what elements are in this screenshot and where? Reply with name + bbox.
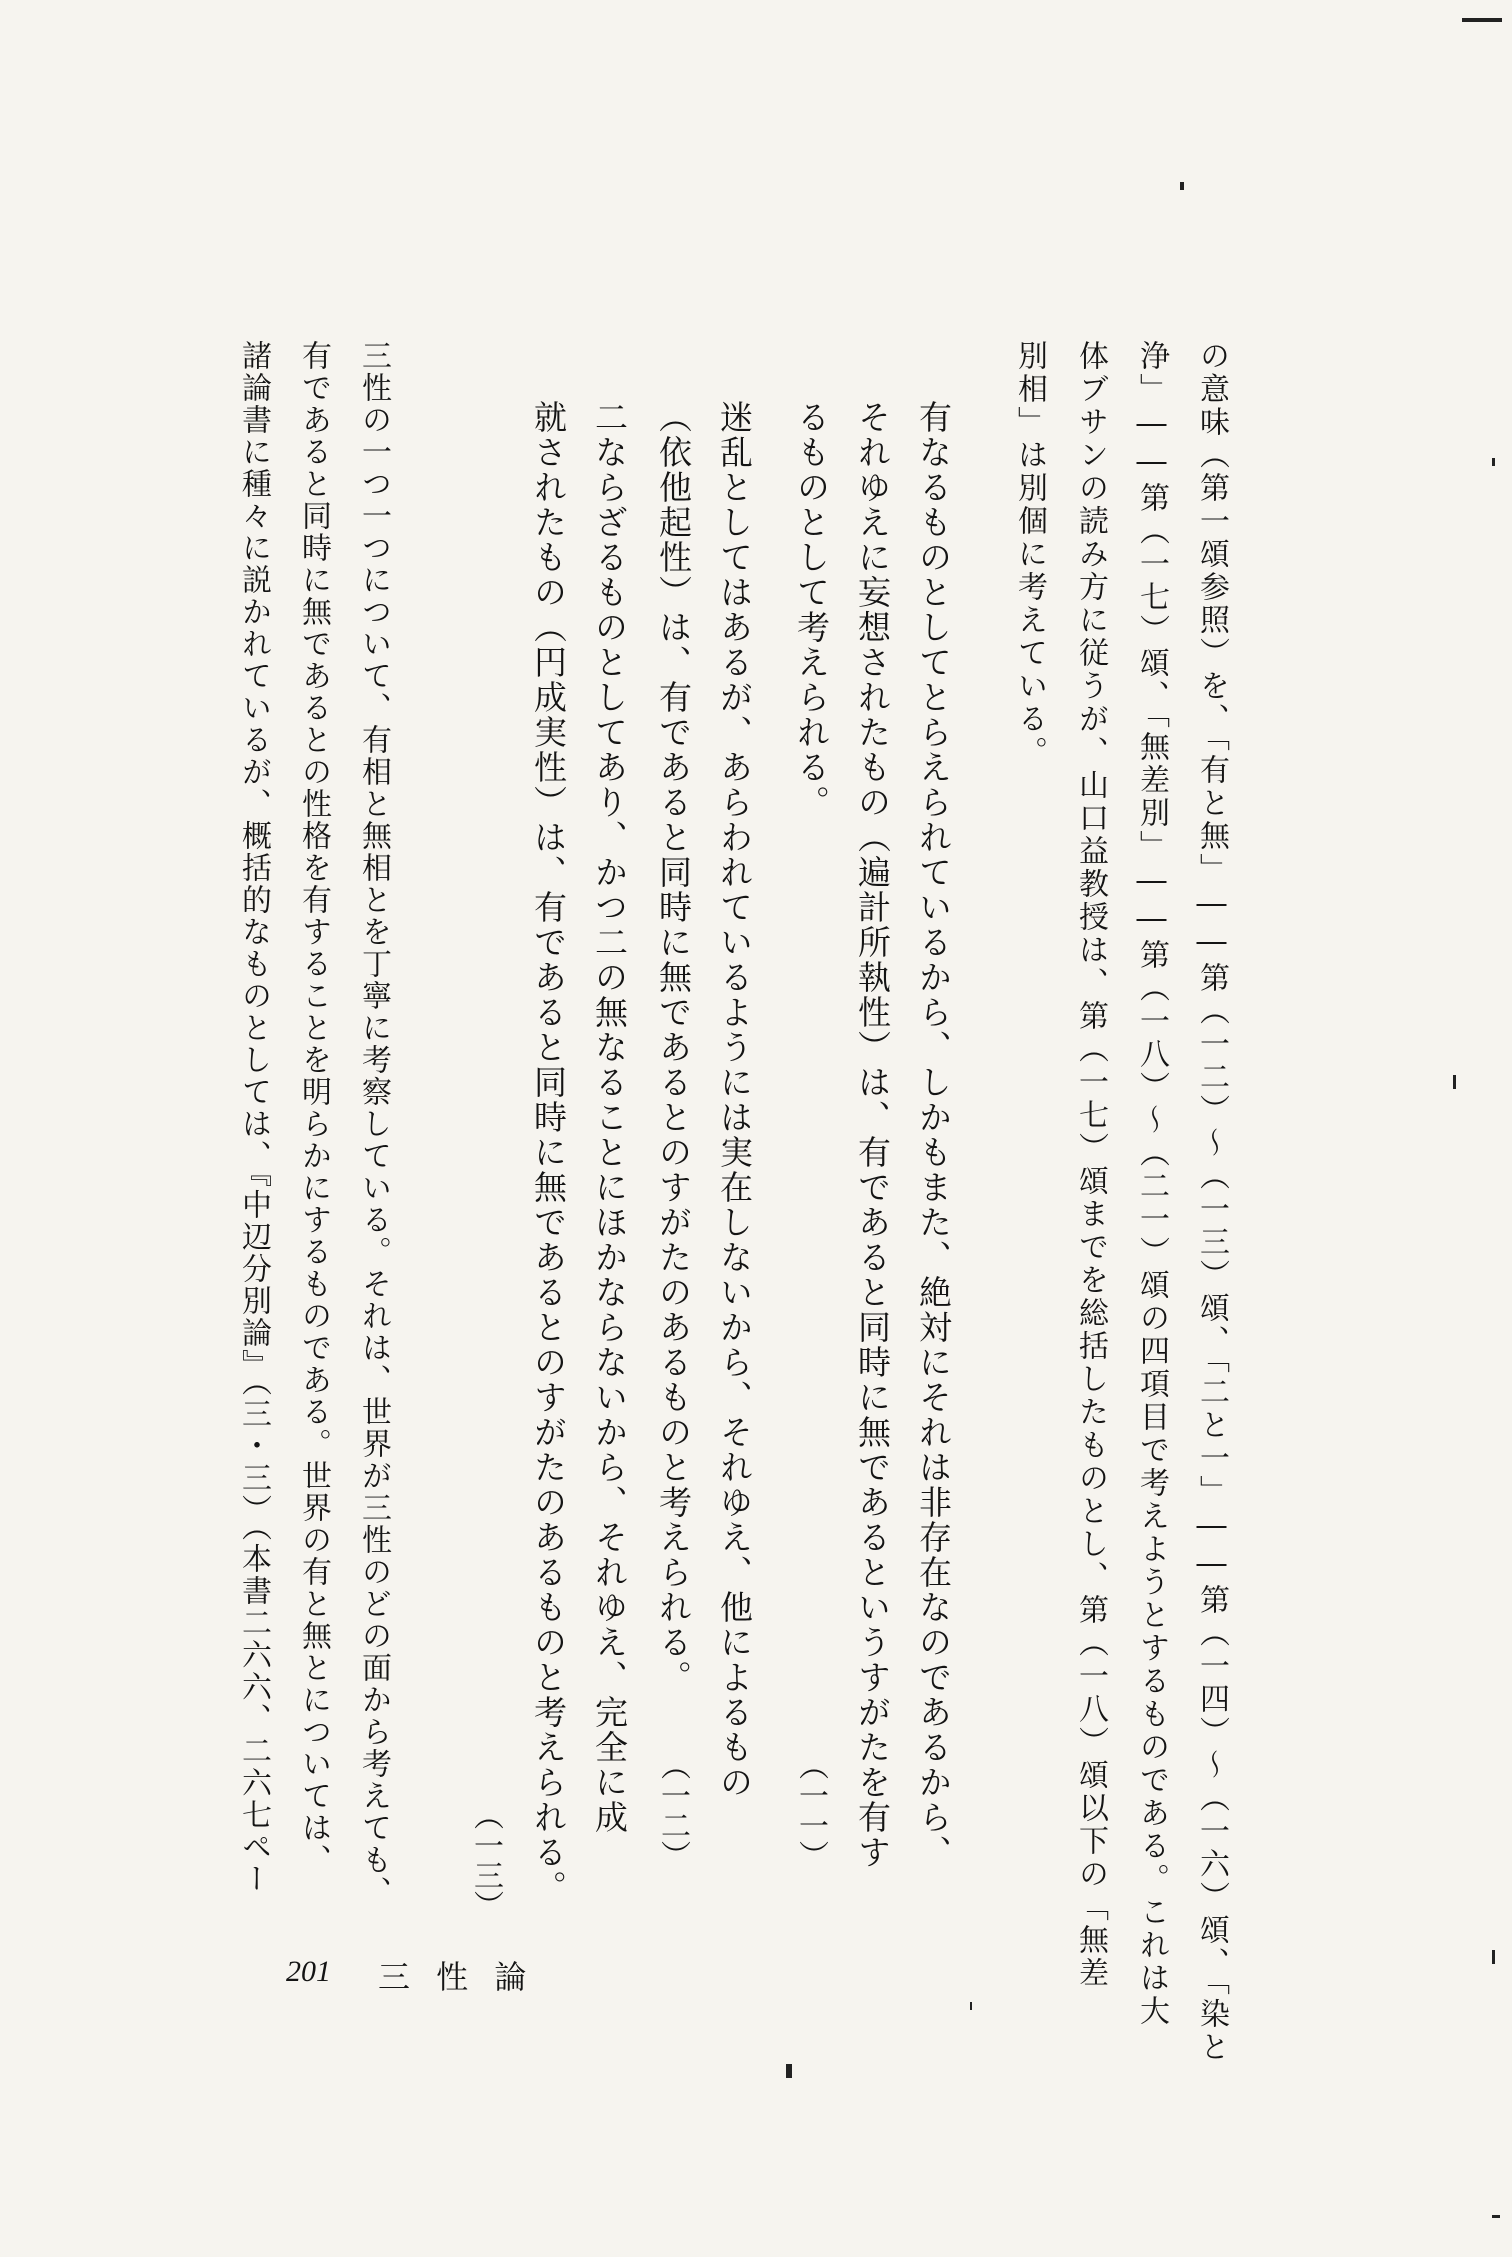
scan-speck [1492,1950,1495,1964]
verse-11-line-2: それゆえに妄想されたもの（遍計所執性）は、有であると同時に無であるというすがたを有す [853,400,892,1870]
note-line-4: 別相」は別個に考えている。 [1012,340,1047,769]
commentary-line-3: 諸論書に種々に説かれているが、概括的なものとしては、『中辺分別論』（三・三）（本書二六六、二六七ペー [236,340,271,1895]
verse-12-marker: （一二） [655,1750,690,1870]
commentary-line-1: 三性の一つ一つについて、有相と無相とを丁寧に考察している。それは、世界が三性のどの面から考えても、 [356,340,391,1908]
scan-speck [1492,458,1495,466]
verse-13-line-1: 二ならざるものとしてあり、かつ二の無なることにほかならないから、それゆえ、完全に成 [590,400,629,1835]
verse-13-marker: （一三） [468,1800,503,1920]
verse-11-line-1: 有なるものとしてとらえられているから、しかもまた、絶対にそれは非存在なのであるから、 [914,400,953,1870]
note-line-1: の意味（第一頌参照）を、「有と無」――第（一二）〜（一三）頌、「二と一」――第（一四）〜（一六）頌、「染と [1194,340,1229,2064]
verse-12-line-2: （依他起性）は、有であると同時に無であるとのすがたのあるものと考えられる。 [654,400,693,1695]
scan-speck [970,2002,972,2010]
page-number: 201 [286,1955,331,1988]
scan-mark [1462,18,1502,22]
verse-11-line-3: るものとして考えられる。 [792,400,831,820]
verse-13-line-2: 就されたもの（円成実性）は、有であると同時に無であるとのすがたのあるものと考えられる。 [529,400,568,1905]
note-line-2: 浄」――第（一七）頌、「無差別」――第（一八）〜（二一）頌の四項目で考えようとするものである。これは大 [1134,340,1169,2028]
scan-speck [1180,182,1184,190]
scan-speck [786,2064,792,2078]
verse-12-line-1: 迷乱としてはあるが、あらわれているようには実在しないから、それゆえ、他によるもの [715,400,754,1800]
commentary-line-2: 有であると同時に無であるとの性格を有することを明らかにするものである。世界の有と無とについては、 [296,340,331,1876]
note-line-3: 体ブサンの読み方に従うが、山口益教授は、第（一七）頌までを総括したものとし、第（一八）頌以下の「無差 [1073,340,1108,1990]
verse-11-marker: （一一） [793,1750,828,1870]
running-title: 三 性 論 [378,1958,535,1996]
scan-speck [1492,2215,1500,2218]
scan-speck [1453,1075,1456,1089]
